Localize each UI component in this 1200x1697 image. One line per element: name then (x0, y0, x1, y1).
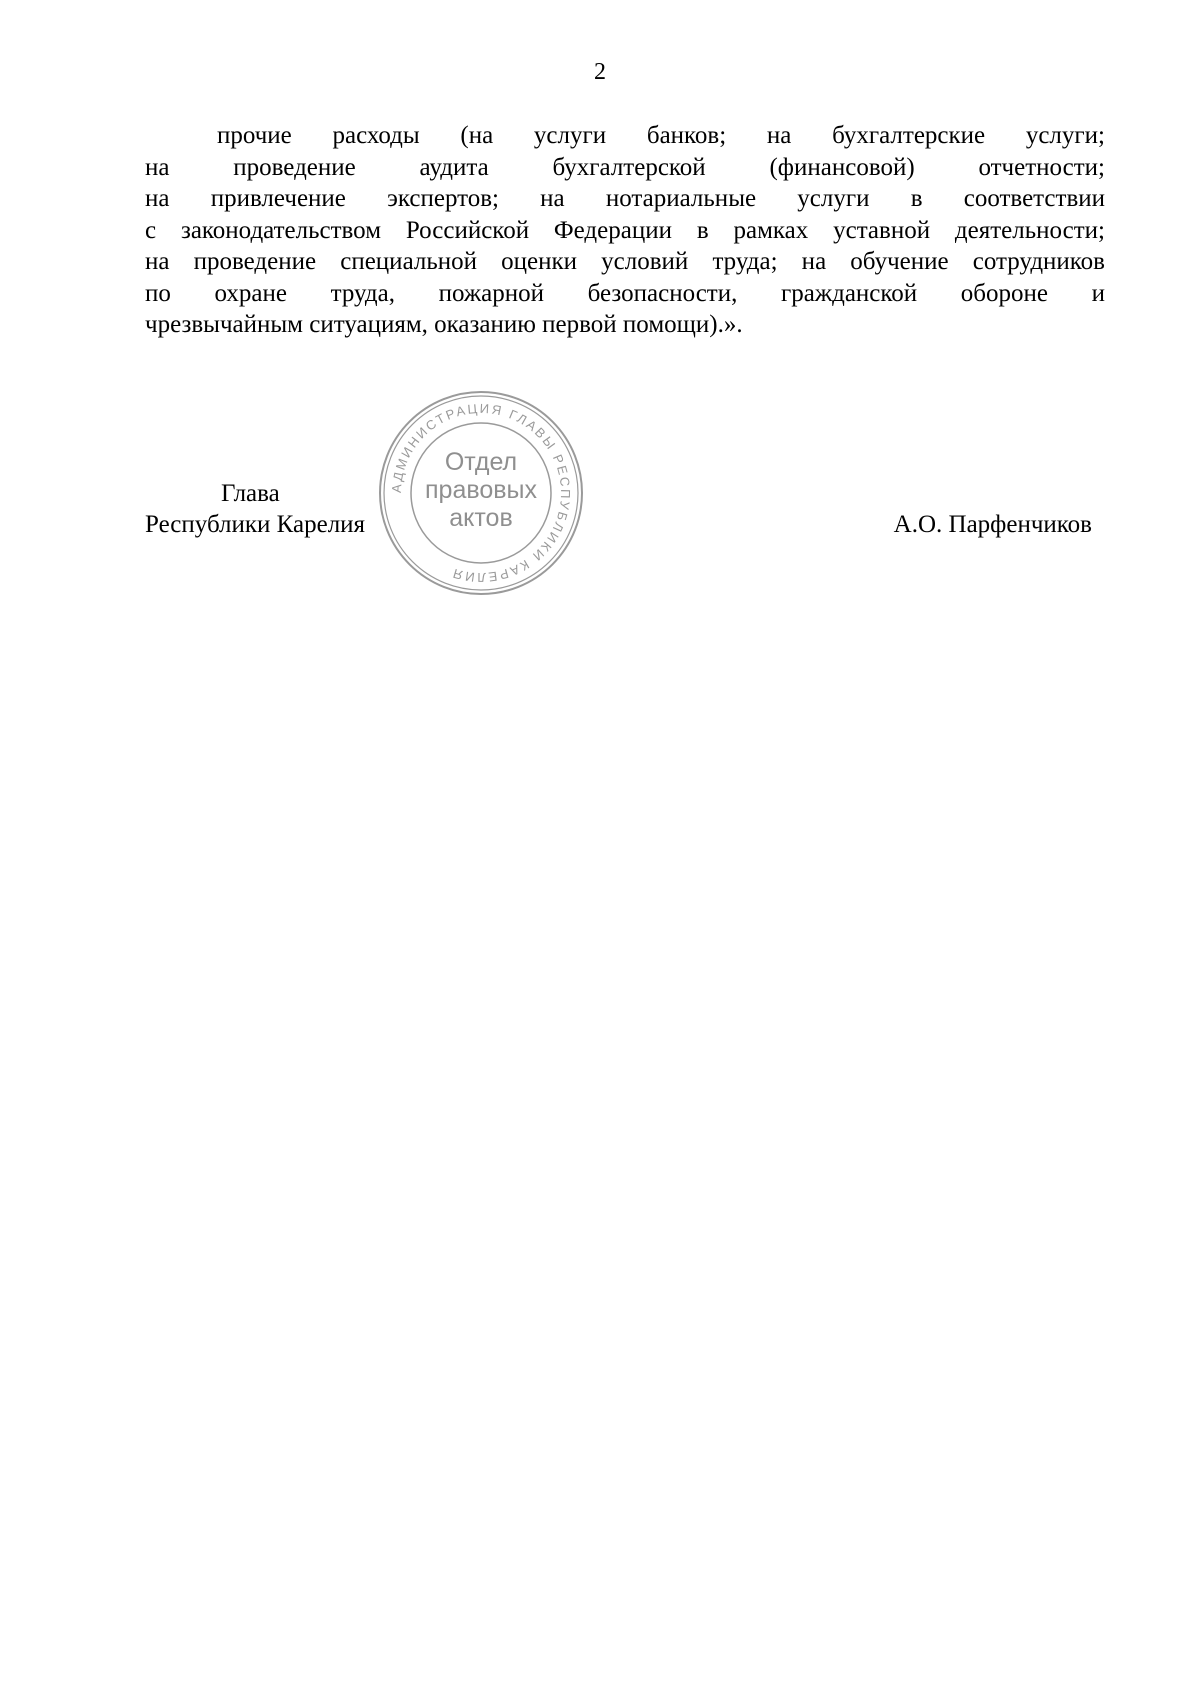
paragraph-line: прочие расходы (на услуги банков; на бухгалтерские услуги; (217, 122, 1105, 149)
signature-title-line2: Республики Карелия (145, 511, 366, 538)
body-paragraph (145, 120, 1105, 341)
stamp-center-line1: Отдел (444, 448, 518, 476)
paragraph-line: на проведение специальной оценки условий труда; на обучение сотрудников (145, 248, 1105, 275)
stamp-center-line2: правовых (425, 476, 537, 504)
signature-name: А.О. Парфенчиков (893, 511, 1092, 538)
official-stamp (376, 388, 586, 598)
paragraph-line: на привлечение экспертов; на нотариальные услуги в соответствии (145, 185, 1105, 212)
paragraph-line: по охране труда, пожарной безопасности, гражданской обороне и (145, 279, 1105, 307)
paragraph-line: на проведение аудита бухгалтерской (финансовой) отчетности; (145, 153, 1105, 181)
stamp-ring-textpath: АДМИНИСТРАЦИЯ ГЛАВЫ РЕСПУБЛИКИ КАРЕЛИЯ (388, 400, 574, 586)
page-number: 2 (594, 59, 606, 85)
signature-title-line1: Глава (221, 480, 280, 507)
signature-title (145, 478, 365, 540)
paragraph-line: чрезвычайным ситуациям, оказанию первой помощи).». (145, 311, 743, 338)
paragraph-line: с законодательством Российской Федерации в рамках уставной деятельности; (145, 216, 1105, 244)
stamp-center-line3: актов (449, 504, 513, 532)
